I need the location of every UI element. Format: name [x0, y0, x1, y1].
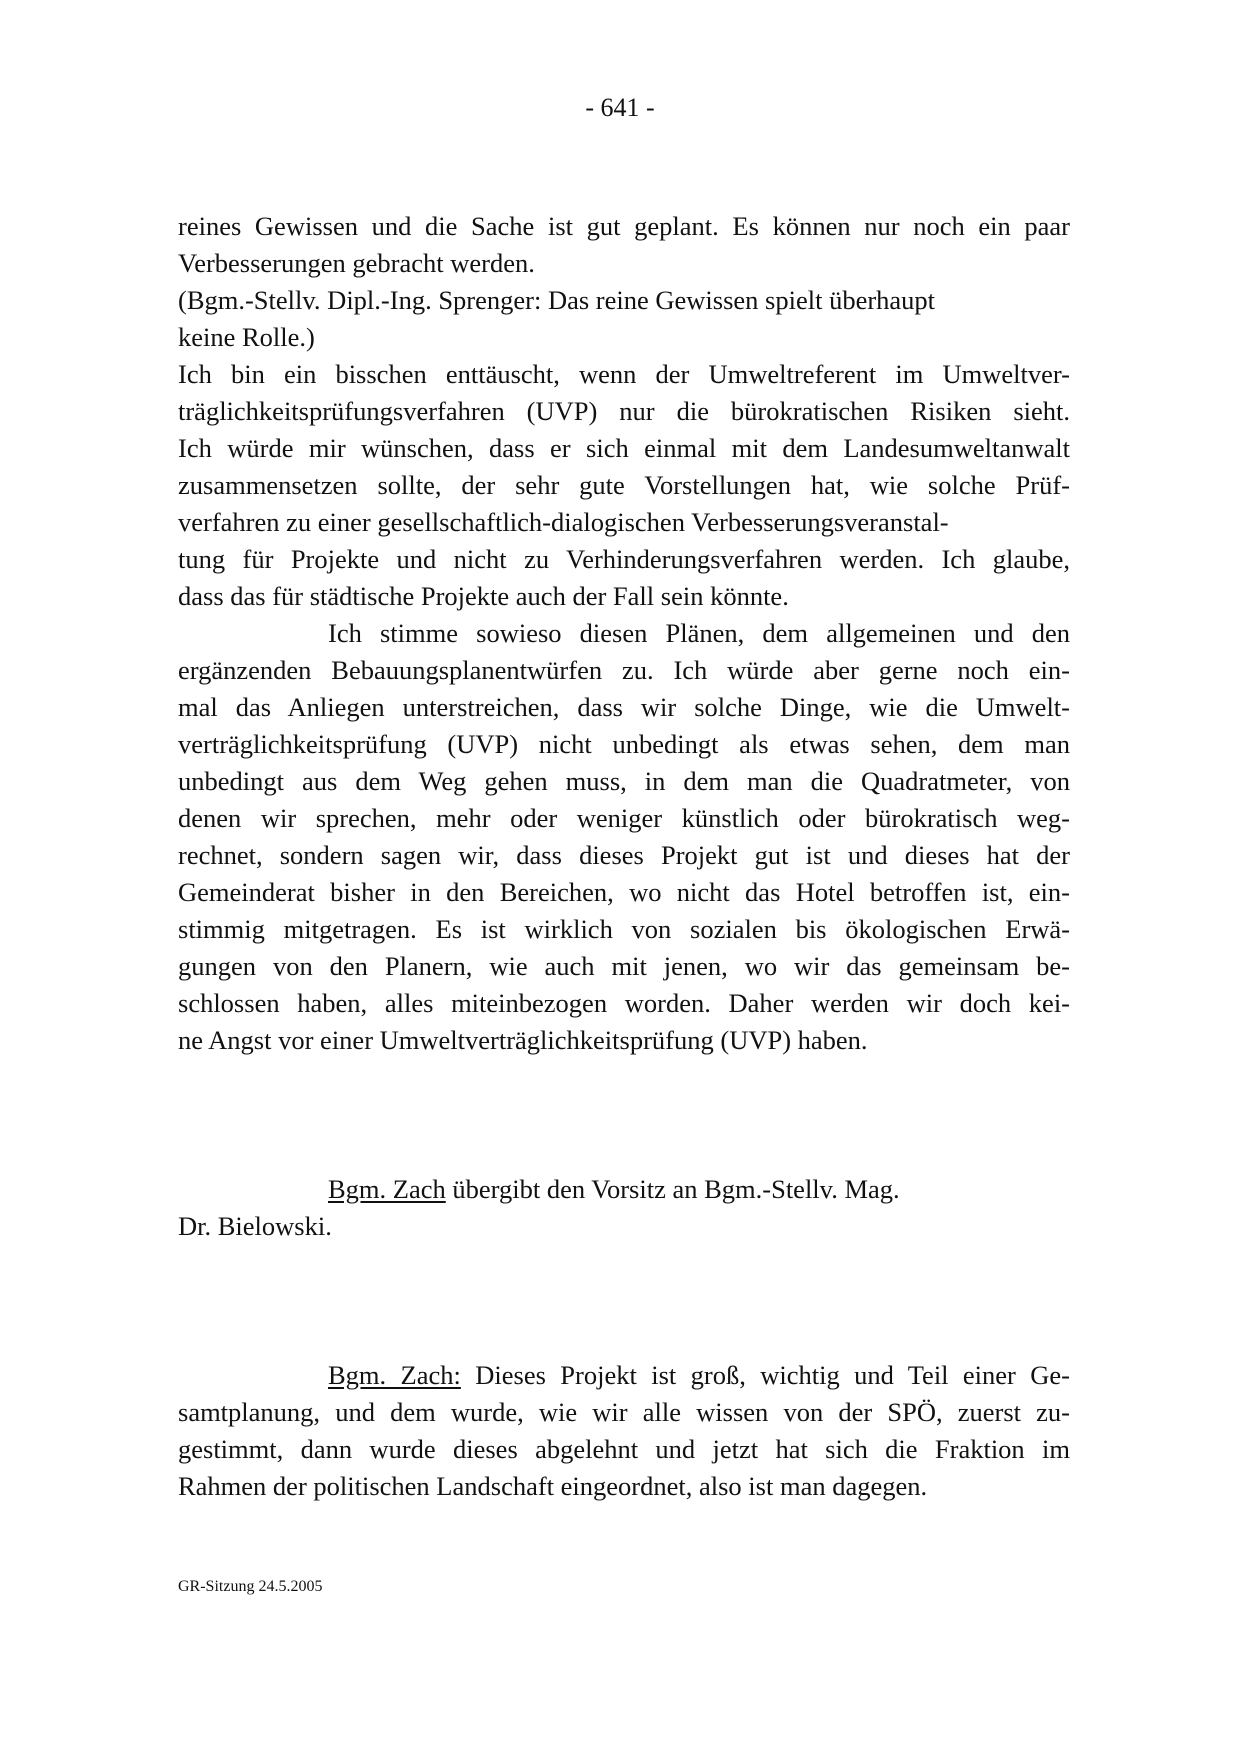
text-line: Gemeinderat bisher in den Bereichen, wo nicht das Hotel betroffen ist, ein-: [178, 877, 1070, 907]
text-line: rechnet, sondern sagen wir, dass dieses Projekt gut ist und dieses hat der: [178, 840, 1070, 870]
text-line: samtplanung, und dem wurde, wie wir alle wissen von der SPÖ, zuerst zu-: [178, 1397, 1070, 1427]
text-line: Verbesserungen gebracht werden.: [178, 248, 535, 278]
speaker-name: Bgm. Zach:: [328, 1360, 461, 1390]
page-number: - 641 -: [585, 93, 655, 122]
text-line: stimmig mitgetragen. Es ist wirklich von sozialen bis ökologischen Erwä-: [178, 914, 1070, 944]
text-line: tung für Projekte und nicht zu Verhinderungsverfahren werden. Ich glaube,: [178, 544, 1070, 574]
text-line: gestimmt, dann wurde dieses abgelehnt und jetzt hat sich die Fraktion im: [178, 1434, 1070, 1464]
statement-text: Dieses Projekt ist groß, wichtig und Teil einer Ge-: [460, 1360, 1070, 1390]
text-line: träglichkeitsprüfungsverfahren (UVP) nur die bürokratischen Risiken sieht.: [178, 396, 1070, 426]
text-line: Dr. Bielowski.: [178, 1211, 332, 1241]
paragraph-intro: [178, 208, 1070, 356]
text-line: Ich bin ein bisschen enttäuscht, wenn der Umweltreferent im Umweltver-: [178, 359, 1070, 389]
text-line: unbedingt aus dem Weg gehen muss, in dem man die Quadratmeter, von: [178, 766, 1070, 796]
interjection-line: (Bgm.-Stellv. Dipl.-Ing. Sprenger: Das reine Gewissen spielt überhaupt: [178, 285, 936, 315]
text-line: Rahmen der politischen Landschaft eingeordnet, also ist man dagegen.: [178, 1471, 928, 1501]
text-line: [178, 1171, 1070, 1208]
text-line: verträglichkeitsprüfung (UVP) nicht unbedingt als etwas sehen, dem man: [178, 729, 1070, 759]
paragraph-handover: [178, 1171, 1070, 1245]
text-line: denen wir sprechen, mehr oder weniger künstlich oder bürokratisch weg-: [178, 803, 1070, 833]
spacer: [178, 1245, 1070, 1357]
text-line: ne Angst vor einer Umweltverträglichkeitsprüfung (UVP) haben.: [178, 1025, 868, 1055]
paragraph-statement: [178, 1357, 1070, 1505]
text-line: schlossen haben, alles miteinbezogen worden. Daher werden wir doch kei-: [178, 988, 1070, 1018]
spacer: [178, 1059, 1070, 1171]
paragraph-disappointment: [178, 356, 1070, 615]
speaker-name: Bgm. Zach: [328, 1174, 446, 1204]
text-line: reines Gewissen und die Sache ist gut geplant. Es können nur noch ein paar: [178, 211, 1070, 241]
text-line: mal das Anliegen unterstreichen, dass wir solche Dinge, wie die Umwelt-: [178, 692, 1070, 722]
text-line: ergänzenden Bebauungsplanentwürfen zu. Ich würde aber gerne noch ein-: [178, 655, 1070, 685]
document-body: [178, 208, 1070, 1505]
handover-text: übergibt den Vorsitz an Bgm.-Stellv. Mag.: [445, 1174, 900, 1204]
text-line: Ich stimme sowieso diesen Plänen, dem allgemeinen und den: [328, 618, 1070, 648]
text-line: verfahren zu einer gesellschaftlich-dialogischen Verbesserungsveranstal-: [178, 507, 949, 537]
footer-session-date: GR-Sitzung 24.5.2005: [178, 1578, 323, 1595]
text-line: zusammensetzen sollte, der sehr gute Vorstellungen hat, wie solche Prüf-: [178, 470, 1070, 500]
text-line: dass das für städtische Projekte auch der Fall sein könnte.: [178, 581, 789, 611]
paragraph-agreement: [178, 615, 1070, 1059]
interjection-line: keine Rolle.): [178, 322, 315, 352]
text-line: gungen von den Planern, wie auch mit jenen, wo wir das gemeinsam be-: [178, 951, 1070, 981]
text-line: [178, 1357, 1070, 1394]
text-line: Ich würde mir wünschen, dass er sich einmal mit dem Landesumweltanwalt: [178, 433, 1070, 463]
